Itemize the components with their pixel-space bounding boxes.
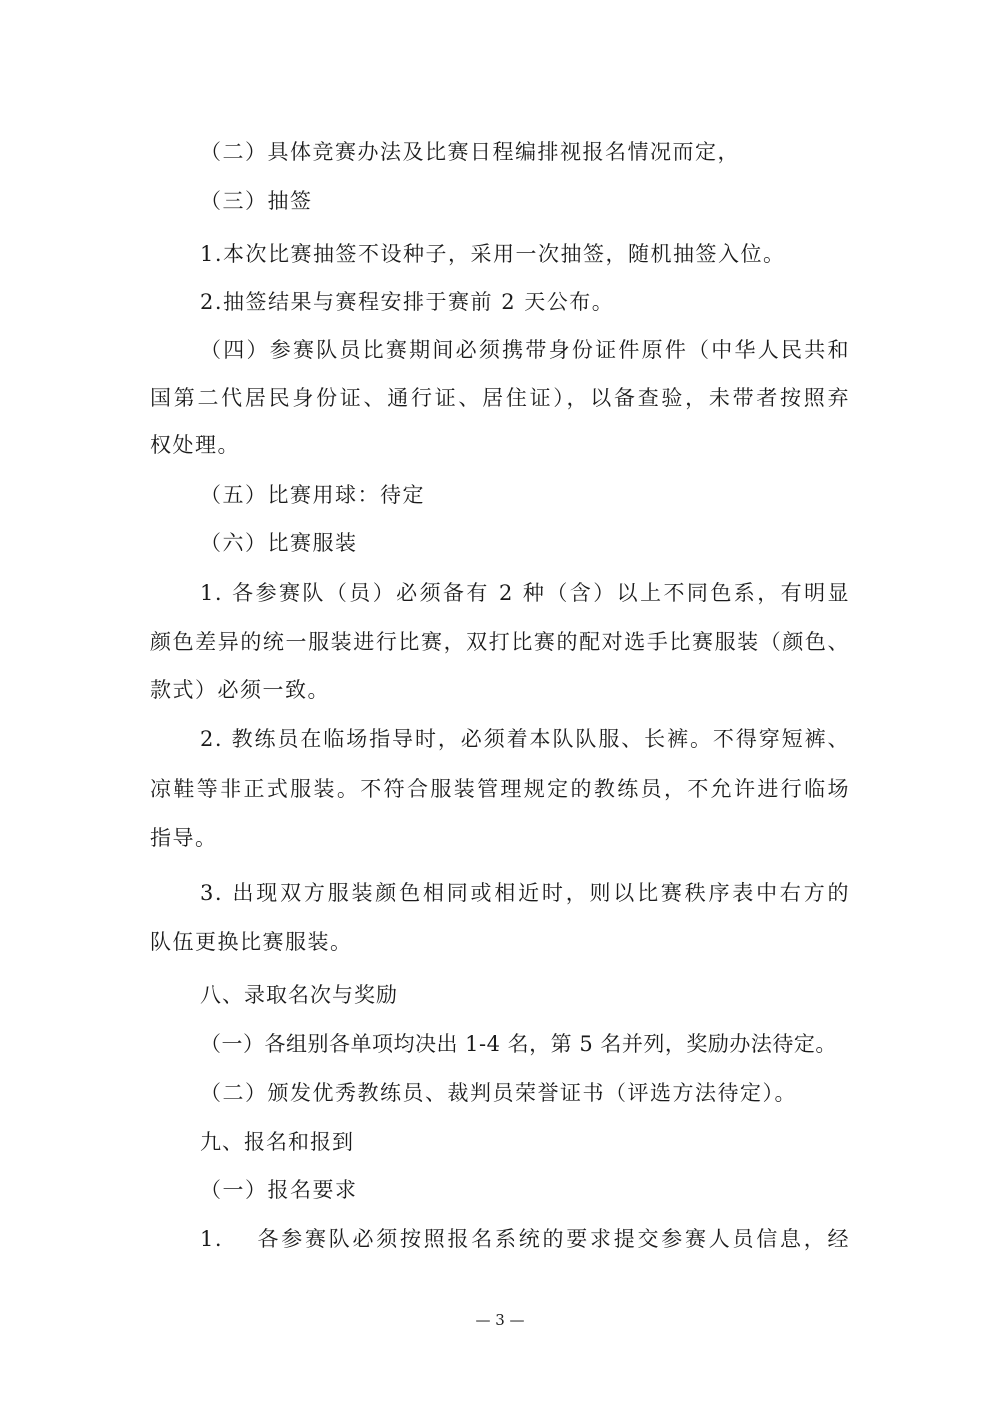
paragraph-line: 颜色差异的统一服装进行比赛，双打比赛的配对选手比赛服装（颜色、 [150,630,850,654]
paragraph-line: 凉鞋等非正式服装。不符合服装管理规定的教练员，不允许进行临场 [150,777,850,801]
paragraph-line: 3. 出现双方服装颜色相同或相近时，则以比赛秩序表中右方的 [200,881,850,905]
section-title: （六）比赛服装 [200,531,358,555]
paragraph-line: 队伍更换比赛服装。 [150,930,353,954]
chapter-heading: 九、报名和报到 [200,1130,354,1154]
paragraph-line: 权处理。 [150,433,240,457]
paragraph-line: 指导。 [150,826,218,850]
chapter-heading: 八、录取名次与奖励 [200,983,398,1007]
paragraph-line: （二）颁发优秀教练员、裁判员荣誉证书（评选方法待定）。 [200,1081,797,1105]
page-number: — 3 — [475,1311,525,1329]
paragraph-line: （四）参赛队员比赛期间必须携带身份证件原件（中华人民共和 [200,338,850,362]
paragraph-line: 1. 各参赛队（员）必须备有 2 种（含）以上不同色系，有明显 [200,581,850,605]
paragraph-line: （一）各组别各单项均决出 1-4 名，第 5 名并列，奖励办法待定。 [200,1032,837,1056]
paragraph-line: 1. 各参赛队必须按照报名系统的要求提交参赛人员信息，经 [200,1227,850,1251]
paragraph-line: 1.本次比赛抽签不设种子，采用一次抽签，随机抽签入位。 [200,242,786,266]
section-title: （三）抽签 [200,189,313,213]
paragraph-line: 国第二代居民身份证、通行证、居住证），以备查验，未带者按照弃 [150,386,850,410]
paragraph-line: 2.抽签结果与赛程安排于赛前 2 天公布。 [200,290,615,314]
paragraph-line: （二）具体竞赛办法及比赛日程编排视报名情况而定， [200,140,740,164]
paragraph-line: 2. 教练员在临场指导时，必须着本队队服、长裤。不得穿短裤、 [200,727,850,751]
paragraph-line: （五）比赛用球：待定 [200,483,425,507]
paragraph-line: 款式）必须一致。 [150,678,330,702]
section-title: （一）报名要求 [200,1178,358,1202]
